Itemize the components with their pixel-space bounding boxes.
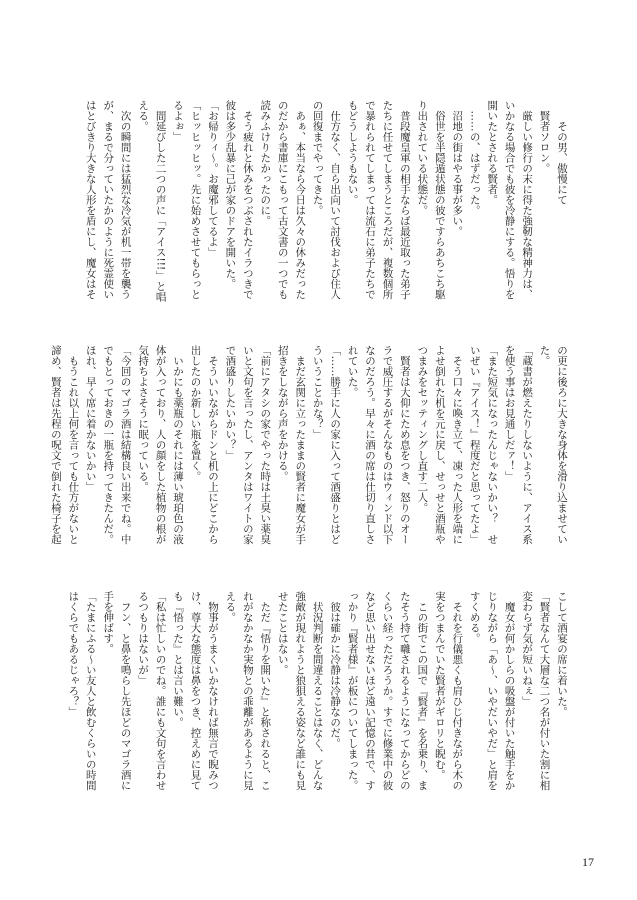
- text-line: える。: [137, 100, 150, 132]
- text-line: その男、傲慢にて: [556, 100, 568, 205]
- text-line: け、尊大な態度は鼻をつき、控えめに見て: [189, 591, 202, 791]
- text-line: そう口々に喚き立て、凍った人形を端に: [451, 345, 464, 545]
- text-line: 厳しい修行の末に得た強靭な精神力は、: [521, 100, 534, 300]
- text-line: ういうことかな？」: [311, 345, 324, 440]
- text-line: いかにも薬瓶のそれには薄い琥珀色の液: [172, 345, 185, 545]
- text-line: 魔女が何かしらの吸盤が付いた触手をか: [503, 591, 516, 791]
- text-line: もうこれ以上何を言っても仕方がないと: [67, 345, 80, 545]
- text-line: など思い出せないほど遠い記憶の昔で、す: [364, 591, 377, 791]
- text-line: そういいながらドンと机の上にどこから: [206, 345, 219, 545]
- text-line: 体が入っており、人の顔をした植物の根が: [154, 345, 167, 545]
- text-line: ただ『悟りを開いた』と称されると、こ: [259, 591, 272, 791]
- text-line: っかり『賢者様』が板についてしまった。: [346, 591, 359, 791]
- text-line: 賢者ソロン。: [538, 100, 551, 174]
- text-line: こして酒宴の席に着いた。: [556, 591, 568, 717]
- text-line: れていた。: [346, 345, 359, 398]
- text-line: ほれ、早く席に着かないかい」: [84, 345, 97, 492]
- text-line: すくめる。: [468, 591, 481, 644]
- text-line: 彼は確かに冷静は冷静なのだ。: [329, 591, 342, 749]
- text-line: 「前にアタシの家でやった時は土臭い薬臭: [259, 345, 272, 545]
- text-line: ラで威圧するがそんなものはウィンド以下: [381, 345, 394, 545]
- text-line: 俗世を半隠遁状態の彼ですらあちこち駆: [433, 100, 446, 300]
- text-line: いぜい『アイス！』程度だと思ってたよ」: [468, 345, 481, 545]
- text-line: 出したのか新しい瓶を置く。: [189, 345, 202, 482]
- text-line: そう疲れと休みをつぶされたイラつきで: [241, 100, 254, 300]
- text-line: える。: [224, 591, 237, 623]
- text-line: で酒盛りしたいかい？」: [224, 345, 237, 461]
- text-line: 「お帰りィ～。お魔邪してるよ」: [206, 100, 219, 258]
- text-line: 招きをしながら声をかける。: [276, 345, 289, 482]
- text-line: はとびきり大きな人形を盾にし、魔女はそ: [84, 100, 97, 300]
- text-line: た。: [538, 345, 551, 366]
- text-line: いと文句を言ったし、アンタはワイトの家: [241, 345, 254, 545]
- text-line: 変わらず気が短いねぇ」: [521, 591, 534, 707]
- text-block-middle: [46, 345, 570, 561]
- text-line: 開いたとされる賢者。: [486, 100, 499, 205]
- text-line: つまみをセッティングし直す二人。: [416, 345, 429, 513]
- text-line: いかなる場合でも彼を冷静にする。悟りを: [503, 100, 516, 300]
- text-line: 「また短気になったんじゃないかい？ せ: [486, 345, 499, 545]
- text-line: はくらでもあるじゃろ？」: [67, 591, 80, 717]
- text-line: なのだろう。早々に酒の席は仕切り直しさ: [364, 345, 377, 545]
- text-line: 次の瞬間には猛烈な冷気が机一帯を襲う: [119, 100, 132, 300]
- text-line: 気持ちよさそうに眠っている。: [137, 345, 150, 492]
- text-line: 間延びした二つの声に「アイス!!!」と唱: [154, 100, 167, 302]
- text-line: の回復までやってきた。: [311, 100, 324, 216]
- text-line: よせ倒れた机を元に戻し、せっせと酒瓶や: [433, 345, 446, 545]
- text-line: 物事がうまくいかなければ無言で睨みつ: [206, 591, 219, 791]
- text-line: り出されている状態だ。: [416, 100, 429, 216]
- text-line: 仕方なく、自ら出向いて討伐および住人: [329, 100, 342, 300]
- text-line: 諦め、賢者は先程の呪文で倒れた椅子を起: [49, 345, 62, 545]
- text-line: 「今回のマゴラ酒は結構良い出来でね。中: [119, 345, 132, 545]
- text-block-bottom: [46, 591, 570, 807]
- text-line: それを行儀悪くも肩ひじ付きながら木の: [451, 591, 464, 791]
- text-line: もどうしようもない。: [346, 100, 359, 205]
- text-line: くらい経っただろうか。すでに修業中の彼: [381, 591, 394, 791]
- text-block-top: [46, 100, 570, 316]
- text-line: たちに任せてしまうところだが、複数個所: [381, 100, 394, 300]
- text-line: るよぉ」: [172, 100, 185, 142]
- text-line: を使う事はお見通しだァ！」: [503, 345, 516, 482]
- text-line: も『悟った』とは言い難い。: [172, 591, 185, 728]
- text-line: まだ玄関に立ったままの賢者に魔女が手: [294, 345, 307, 545]
- text-line: たそう持て囃されるようになってからどの: [398, 591, 411, 791]
- text-line: 賢者は大仰にため息をつき、怒りのオー: [398, 345, 411, 545]
- text-line: この街でこの国で『賢者』を名乗り、ま: [416, 591, 429, 791]
- text-line: 「賢者なんて大層な二つ名が付いた割に相: [538, 591, 551, 791]
- text-line: 沼地の街はやる事が多い。: [451, 100, 464, 237]
- page-number: 17: [582, 855, 594, 869]
- text-line: 「たまにふる～い友人と飲むくらいの時間: [84, 591, 97, 791]
- text-line: 実をつまんでいた賢者がギロリと睨む。: [433, 591, 446, 780]
- text-line: 普段魔皇軍の相手ならば最近取った弟子: [398, 100, 411, 300]
- text-line: 彼は多少乱暴に己が家のドアを開いた。: [224, 100, 237, 289]
- text-line: でもとっておきの一瓶を持ってきたんだ。: [102, 345, 115, 545]
- text-line: るつもりはないが」: [137, 591, 150, 686]
- text-line: で暴れられてしまっては流石に弟子たちで: [364, 100, 377, 300]
- text-line: あぁ、本当なら今日は久々の休みだった: [294, 100, 307, 300]
- text-line: の更に後ろに大きな身体を滑り込ませてい: [556, 345, 568, 545]
- text-line: 強敵が現れようと狼狽える姿など誰にも見: [294, 591, 307, 791]
- text-line: 状況判断を間違えることはなく、どんな: [311, 591, 324, 791]
- text-line: れがなかなか実物との乖離があるように見: [241, 591, 254, 791]
- text-line: 「蔵書が燃えたりしないように、アイス系: [521, 345, 534, 545]
- text-line: 「私は忙しいのでね。誰にも文句を言わせ: [154, 591, 167, 791]
- text-line: じりながら「あ～、いやだいやだ」と肩を: [486, 591, 499, 791]
- text-line: せたことはない。: [276, 591, 289, 675]
- text-line: のだから書庫にこもって古文書の一つでも: [276, 100, 289, 300]
- text-line: 「ヒッヒッヒッ。先に始めさせてもらっと: [189, 100, 202, 300]
- text-line: フン、と鼻を鳴らし先ほどのマゴラ酒に: [119, 591, 132, 791]
- text-line: 「……勝手に人の家に入って酒盛りとはど: [329, 345, 342, 545]
- text-line: 手を伸ばす。: [102, 591, 115, 654]
- text-line: が、まるで分っていたかのように死霊使い: [102, 100, 115, 300]
- text-line: ……の、はずだった。: [468, 100, 481, 216]
- text-line: 読みふけりたかったのに。: [259, 100, 272, 226]
